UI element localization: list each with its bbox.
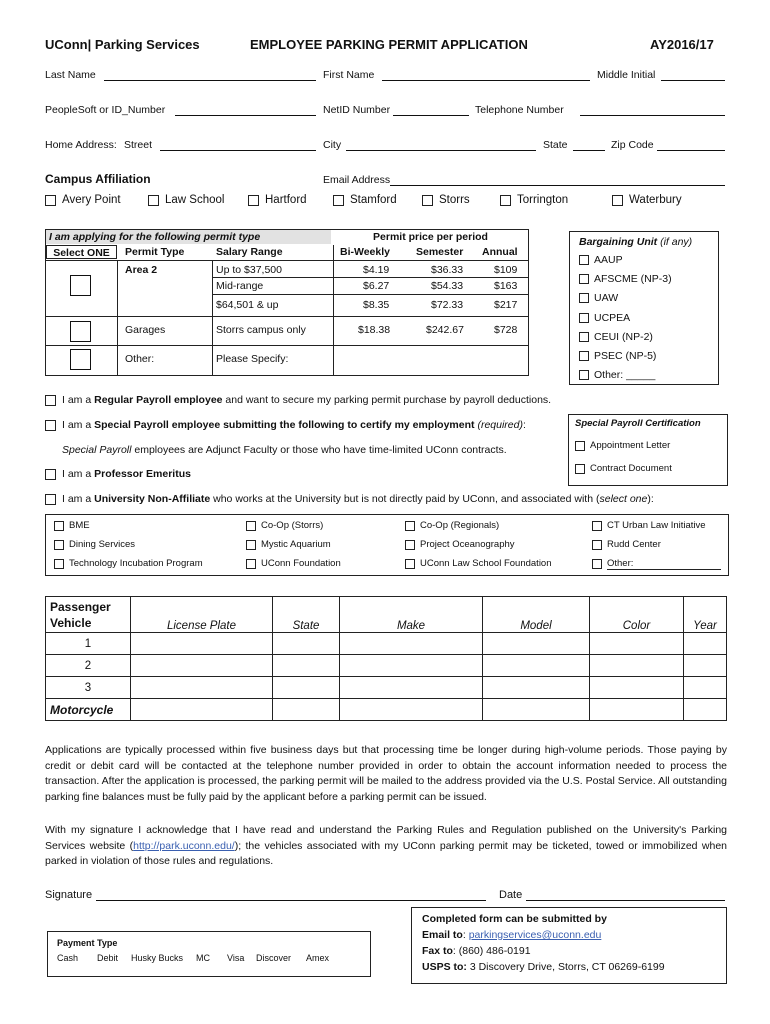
col-color: Color	[590, 597, 684, 633]
salary-range-1: Up to $37,500	[216, 264, 282, 276]
campus-affiliation-heading: Campus Affiliation	[45, 172, 151, 186]
col-permit-type: Permit Type	[125, 246, 185, 258]
payment-option-cash[interactable]: Cash	[57, 953, 79, 963]
checkbox-icon	[246, 540, 256, 550]
select-garages-checkbox[interactable]	[70, 321, 91, 342]
permit-table	[45, 229, 529, 376]
garages-annual: $728	[494, 324, 518, 336]
checkbox-icon	[54, 559, 64, 569]
state-cell[interactable]	[273, 699, 340, 721]
checkbox-icon	[579, 274, 589, 284]
checkbox-icon	[592, 521, 602, 531]
street-label: Street	[124, 139, 153, 151]
checkbox-icon	[333, 195, 344, 206]
peoplesoft-label: PeopleSoft or ID_Number	[45, 104, 166, 116]
col-semester: Semester	[416, 246, 464, 258]
license-plate-cell[interactable]	[131, 699, 273, 721]
bargaining-heading-text: Bargaining Unit	[579, 236, 658, 248]
col-select-one: Select ONE	[46, 245, 117, 259]
license-plate-cell[interactable]	[131, 655, 273, 677]
academic-year: AY2016/17	[650, 37, 714, 52]
vehicle-row-number: 1	[46, 633, 131, 655]
non-affiliate-option[interactable]: Mystic Aquarium	[246, 539, 331, 550]
col-annual: Annual	[482, 246, 518, 258]
payment-option-discover[interactable]: Discover	[256, 953, 292, 963]
text: select one	[599, 493, 648, 505]
checkbox-icon	[45, 469, 56, 480]
checkbox-icon	[54, 540, 64, 550]
text: : (860) 486-0191	[452, 945, 531, 957]
special-payroll-certification-box	[568, 414, 728, 486]
annual-3: $217	[494, 299, 518, 311]
model-cell[interactable]	[483, 655, 590, 677]
certification-heading: Special Payroll Certification	[575, 418, 701, 429]
color-cell[interactable]	[590, 633, 684, 655]
garages-semester: $242.67	[426, 324, 464, 336]
org-name: UConn| Parking Services	[45, 37, 200, 52]
checkbox-icon	[579, 351, 589, 361]
text: (required)	[477, 419, 523, 431]
checkbox-icon	[148, 195, 159, 206]
non-affiliate-option[interactable]: Project Oceanography	[405, 539, 515, 550]
regular-payroll-option[interactable]	[45, 394, 551, 406]
payment-option-visa[interactable]: Visa	[227, 953, 245, 963]
state-label: State	[543, 139, 568, 151]
checkbox-icon	[592, 559, 602, 569]
make-cell[interactable]	[340, 677, 483, 699]
campus-option-torrington[interactable]: Torrington	[500, 194, 568, 206]
other-specify: Please Specify:	[216, 353, 289, 365]
checkbox-icon	[45, 195, 56, 206]
last-name-label: Last Name	[45, 69, 96, 81]
annual-1: $109	[494, 264, 518, 276]
non-affiliate-option[interactable]: UConn Foundation	[246, 558, 341, 569]
col-license-plate: License Plate	[131, 597, 273, 633]
bargaining-option[interactable]: CEUI (NP-2)	[579, 331, 653, 343]
netid-field[interactable]	[393, 115, 469, 116]
color-cell[interactable]	[590, 655, 684, 677]
biweekly-3: $8.35	[363, 299, 390, 311]
bargaining-option[interactable]: AAUP	[579, 254, 623, 266]
submission-email: Email to: parkingservices@uconn.edu	[422, 929, 602, 941]
bargaining-option[interactable]: PSEC (NP-5)	[579, 350, 656, 362]
city-field[interactable]	[346, 150, 536, 151]
checkbox-icon	[579, 255, 589, 265]
non-affiliate-option[interactable]: Dining Services	[54, 539, 135, 550]
checkbox-icon	[579, 370, 589, 380]
price-header: Permit price per period	[373, 231, 488, 243]
non-affiliate-option[interactable]: Co-Op (Regionals)	[405, 520, 499, 531]
emeritus-option[interactable]	[45, 468, 191, 480]
middle-initial-label: Middle Initial	[597, 69, 656, 81]
bargaining-option[interactable]: Other: _____	[579, 369, 655, 381]
text: Passenger	[50, 599, 111, 614]
submission-usps	[422, 961, 665, 973]
signature-field[interactable]	[96, 900, 486, 901]
divider	[46, 260, 528, 261]
state-cell[interactable]	[273, 655, 340, 677]
make-cell[interactable]	[340, 699, 483, 721]
divider	[333, 245, 334, 375]
select-area2-checkbox[interactable]	[70, 275, 91, 296]
state-field[interactable]	[573, 150, 605, 151]
bargaining-option[interactable]: UCPEA	[579, 312, 630, 324]
text: Email to	[422, 929, 463, 941]
special-payroll-note	[62, 444, 507, 456]
text: I am a	[62, 419, 95, 431]
state-cell[interactable]	[273, 677, 340, 699]
color-cell[interactable]	[590, 677, 684, 699]
street-field[interactable]	[160, 150, 316, 151]
home-address-label: Home Address:	[45, 139, 117, 151]
biweekly-2: $6.27	[363, 280, 390, 292]
color-cell[interactable]	[590, 699, 684, 721]
non-affiliate-option[interactable]: Rudd Center	[592, 539, 661, 550]
year-cell[interactable]	[684, 655, 727, 677]
checkbox-icon	[612, 195, 623, 206]
telephone-label: Telephone Number	[475, 104, 564, 116]
last-name-field[interactable]	[104, 80, 316, 81]
text: USPS to:	[422, 961, 467, 973]
semester-3: $72.33	[431, 299, 464, 311]
model-cell[interactable]	[483, 633, 590, 655]
text: who works at the University but is not directly paid by UConn, and associated with (	[210, 493, 600, 505]
license-plate-cell[interactable]	[131, 633, 273, 655]
text: Regular Payroll employee	[94, 394, 223, 406]
checkbox-icon	[579, 332, 589, 342]
checkbox-icon	[246, 521, 256, 531]
city-label: City	[323, 139, 342, 151]
motorcycle-label: Motorcycle	[46, 699, 131, 721]
divider	[46, 345, 528, 346]
select-other-checkbox[interactable]	[70, 349, 91, 370]
text: Vehicle	[50, 615, 92, 630]
processing-paragraph: Applications are typically processed within five business days but that processing time be longer during high-volume periods. Those paying by credit or debit card will be contacted at the telephone number provided in order to obtain the account information needed to process the transaction. After the application is processed, the parking permit will be mailed to the address provided via the U.S. Postal Service. All outstanding parking fine balances must be fully paid by the applicant before a parking permit can be issued.	[45, 744, 727, 803]
text: Special Payroll employee submitting the following to certify my employment	[94, 419, 475, 431]
zip-field[interactable]	[657, 150, 725, 151]
campus-option-stamford[interactable]: Stamford	[333, 194, 397, 206]
col-year: Year	[684, 597, 727, 633]
campus-option-hartford[interactable]: Hartford	[248, 194, 307, 206]
submission-box	[411, 907, 727, 984]
divider	[212, 260, 213, 375]
make-cell[interactable]	[340, 655, 483, 677]
campus-option-avery[interactable]: Avery Point	[45, 194, 121, 206]
bargaining-heading	[579, 236, 692, 248]
submission-fax	[422, 945, 531, 957]
divider	[212, 277, 528, 278]
biweekly-1: $4.19	[363, 264, 390, 276]
netid-label: NetID Number	[323, 104, 391, 116]
checkbox-icon	[248, 195, 259, 206]
model-cell[interactable]	[483, 677, 590, 699]
checkbox-icon	[405, 559, 415, 569]
col-model: Model	[483, 597, 590, 633]
campus-option-waterbury[interactable]: Waterbury	[612, 194, 682, 206]
payment-type-heading: Payment Type	[57, 938, 118, 948]
divider	[117, 260, 118, 375]
peoplesoft-field[interactable]	[175, 115, 316, 116]
non-affiliate-option[interactable]	[45, 493, 654, 505]
payment-option-mc[interactable]: MC	[196, 953, 210, 963]
form-title: EMPLOYEE PARKING PERMIT APPLICATION	[250, 37, 528, 52]
area2-label: Area 2	[125, 264, 158, 276]
middle-initial-field[interactable]	[661, 80, 725, 81]
date-label: Date	[499, 889, 523, 901]
non-affiliate-grid	[45, 514, 729, 576]
make-cell[interactable]	[340, 633, 483, 655]
text: and want to secure my parking permit purchase by payroll deductions.	[222, 394, 552, 406]
checkbox-icon	[45, 395, 56, 406]
email-link[interactable]: parkingservices@uconn.edu	[468, 929, 602, 941]
annual-2: $163	[494, 280, 518, 292]
garages-range: Storrs campus only	[216, 324, 306, 336]
text: With my signature I acknowledge that I have read and understand the Parking Rules and Regulation published on the University's Parking Services website (	[45, 824, 727, 852]
payment-option-amex[interactable]: Amex	[306, 953, 330, 963]
salary-range-2: Mid-range	[216, 280, 264, 292]
checkbox-icon	[54, 521, 64, 531]
year-cell[interactable]	[684, 677, 727, 699]
checkbox-icon	[422, 195, 433, 206]
special-payroll-option[interactable]	[45, 419, 526, 431]
text: 3 Discovery Drive, Storrs, CT 06269-6199	[466, 961, 665, 973]
bargaining-option[interactable]: AFSCME (NP-3)	[579, 273, 672, 285]
campus-option-storrs[interactable]: Storrs	[422, 194, 470, 206]
text: Professor Emeritus	[94, 468, 191, 480]
non-affiliate-option[interactable]: UConn Law School Foundation	[405, 558, 552, 569]
checkbox-icon	[579, 313, 589, 323]
text: I am a	[62, 468, 95, 480]
text: :	[522, 419, 526, 431]
salary-range-3: $64,501 & up	[216, 299, 279, 311]
bargaining-unit-box	[569, 231, 719, 385]
checkbox-icon	[246, 559, 256, 569]
zip-label: Zip Code	[611, 139, 654, 151]
text: ); the vehicles associated with my UConn parking permit may be ticketed, towed or immobilized when parked in violation of those rules and regulations.	[45, 839, 727, 867]
non-affiliate-option-other[interactable]: Other:	[592, 558, 721, 570]
first-name-field[interactable]	[382, 80, 590, 81]
non-affiliate-option[interactable]: BME	[54, 520, 90, 531]
checkbox-icon	[575, 464, 585, 474]
parking-website-link[interactable]: http://park.uconn.edu/	[133, 839, 235, 852]
email-field[interactable]	[390, 185, 725, 186]
checkbox-icon	[579, 293, 589, 303]
first-name-label: First Name	[323, 69, 375, 81]
email-label: Email Address	[323, 174, 391, 186]
year-cell[interactable]	[684, 699, 727, 721]
non-affiliate-option[interactable]: CT Urban Law Initiative	[592, 520, 706, 531]
col-make: Make	[340, 597, 483, 633]
payment-option-debit[interactable]: Debit	[97, 953, 119, 963]
vehicle-table	[45, 596, 727, 721]
divider	[46, 316, 528, 317]
col-salary-range: Salary Range	[216, 246, 283, 258]
vehicle-row-number: 3	[46, 677, 131, 699]
text: University Non-Affiliate	[94, 493, 211, 505]
text: Special Payroll	[62, 444, 132, 456]
signature-label: Signature	[45, 889, 93, 901]
text: employees are Adjunct Faculty or those who have time-limited UConn contracts.	[131, 444, 507, 456]
submission-heading: Completed form can be submitted by	[422, 913, 607, 925]
semester-1: $36.33	[431, 264, 464, 276]
bargaining-option[interactable]: UAW	[579, 292, 618, 304]
checkbox-icon	[500, 195, 511, 206]
col-biweekly: Bi-Weekly	[340, 246, 390, 258]
other-label: Other:	[125, 353, 155, 365]
text: Fax to	[422, 945, 453, 957]
non-affiliate-option[interactable]: Technology Incubation Program	[54, 558, 203, 569]
semester-2: $54.33	[431, 280, 464, 292]
certification-option[interactable]: Appointment Letter	[575, 440, 670, 451]
campus-option-law[interactable]: Law School	[148, 194, 224, 206]
col-state: State	[273, 597, 340, 633]
license-plate-cell[interactable]	[131, 677, 273, 699]
garages-biweekly: $18.38	[358, 324, 391, 336]
bargaining-heading-suffix: (if any)	[660, 236, 693, 248]
model-cell[interactable]	[483, 699, 590, 721]
text: I am a	[62, 394, 95, 406]
payment-type-box	[47, 931, 371, 977]
text: I am a	[62, 493, 95, 505]
divider	[212, 294, 528, 295]
acknowledgement-paragraph	[45, 823, 727, 870]
telephone-field[interactable]	[580, 115, 725, 116]
checkbox-icon	[45, 494, 56, 505]
non-affiliate-option[interactable]: Co-Op (Storrs)	[246, 520, 323, 531]
date-field[interactable]	[526, 900, 725, 901]
passenger-vehicle-header	[46, 597, 131, 633]
checkbox-icon	[405, 540, 415, 550]
payment-option-husky-bucks[interactable]: Husky Bucks	[131, 953, 184, 963]
year-cell[interactable]	[684, 633, 727, 655]
checkbox-icon	[592, 540, 602, 550]
text: ):	[647, 493, 654, 505]
checkbox-icon	[45, 420, 56, 431]
certification-option[interactable]: Contract Document	[575, 463, 672, 474]
vehicle-row-number: 2	[46, 655, 131, 677]
permit-intro: I am applying for the following permit type	[46, 230, 331, 244]
state-cell[interactable]	[273, 633, 340, 655]
checkbox-icon	[405, 521, 415, 531]
garages-label: Garages	[125, 324, 166, 336]
checkbox-icon	[575, 441, 585, 451]
